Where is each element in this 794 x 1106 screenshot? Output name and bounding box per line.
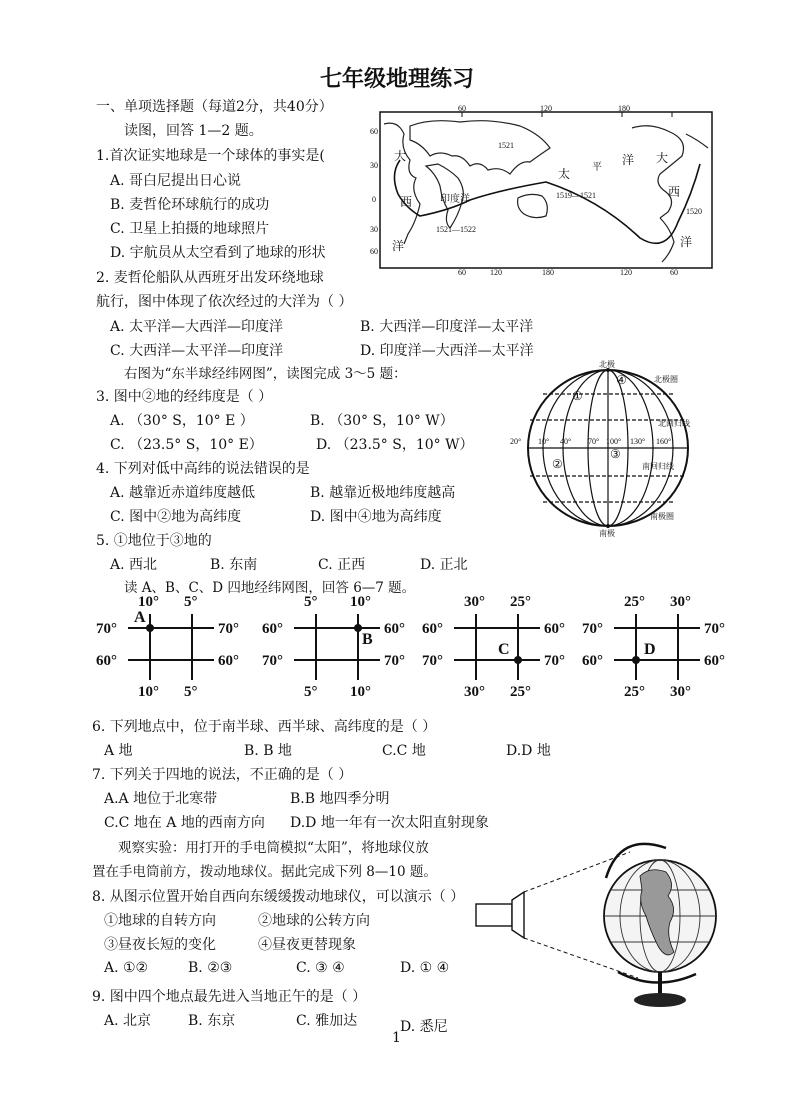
- q6-option-d: D.D 地: [506, 743, 551, 759]
- svg-text:120: 120: [540, 104, 552, 113]
- q3-option-d: D. （23.5° S，10° W）: [316, 437, 474, 453]
- q7-option-d: D.D 地一年有一次太阳直射现象: [290, 815, 489, 831]
- lon-label: 130°: [630, 437, 646, 446]
- q2-option-b: B. 大西洋—印度洋—太平洋: [360, 319, 534, 335]
- grid-top-label: 30°: [464, 594, 485, 610]
- svg-text:印度洋: 印度洋: [440, 194, 470, 205]
- grid-top-label: 30°: [670, 594, 691, 610]
- south-pole-label: 南极: [599, 529, 615, 538]
- q3-option-c: C. （23.5° S，10° E）: [110, 437, 263, 453]
- q8-option-d: D. ① ④: [400, 960, 450, 976]
- grid-bottom-label: 10°: [350, 684, 371, 700]
- grid-point-label: B: [362, 631, 373, 648]
- tropic-n-label: 北回归线: [658, 419, 690, 428]
- svg-text:1521—1522: 1521—1522: [436, 225, 476, 234]
- grid-top-label: 5°: [304, 594, 318, 610]
- svg-text:180: 180: [542, 268, 554, 276]
- svg-text:大: 大: [394, 149, 407, 163]
- grid-point-marker: [354, 624, 362, 632]
- eastern-hemisphere-graticule: [508, 358, 698, 538]
- svg-text:0: 0: [372, 195, 376, 204]
- lon-label: 40°: [560, 437, 572, 446]
- q7-option-a: A.A 地位于北寒带: [104, 791, 218, 807]
- q2-option-d: D. 印度洋—大西洋—太平洋: [360, 343, 534, 359]
- q4-option-c: C. 图中②地为高纬度: [110, 509, 242, 525]
- q8-stem: 8. 从图示位置开始自西向东缓缓拨动地球仪，可以演示（ ）: [92, 889, 465, 905]
- page-title: 七年级地理练习: [319, 67, 474, 92]
- svg-text:1520: 1520: [686, 207, 702, 216]
- intro-q6-7: 读 A、B、C、D 四地经纬网图，回答 6—7 题。: [124, 580, 416, 596]
- grid-left-label: 60°: [422, 621, 443, 637]
- svg-text:洋: 洋: [392, 239, 405, 253]
- grid-top-label: 10°: [350, 594, 371, 610]
- point-3: ③: [610, 447, 621, 461]
- q1-option-b: B. 麦哲伦环球航行的成功: [110, 197, 270, 213]
- q8-option-c: C. ③ ④: [296, 960, 345, 976]
- lon-label: 70°: [588, 437, 600, 446]
- grid-bottom-label: 5°: [304, 684, 318, 700]
- tropic-s-label: 南回归线: [642, 462, 674, 471]
- svg-text:60: 60: [670, 268, 678, 276]
- q5-option-c: C. 正西: [318, 557, 366, 573]
- point-2: ②: [552, 457, 563, 471]
- grid-point-label: A: [134, 609, 146, 626]
- svg-text:60: 60: [370, 127, 378, 136]
- arctic-label: 北极圈: [654, 375, 678, 384]
- grid-top-label: 10°: [138, 594, 159, 610]
- q5-stem: 5. ①地位于③地的: [96, 533, 212, 549]
- svg-text:60: 60: [458, 104, 466, 113]
- svg-text:平: 平: [592, 162, 602, 173]
- svg-text:1519—1521: 1519—1521: [556, 191, 596, 200]
- q4-option-a: A. 越靠近赤道纬度越低: [110, 485, 256, 501]
- grid-right-label: 60°: [704, 653, 725, 669]
- q8-item-3: ③昼夜长短的变化: [104, 937, 216, 953]
- intro-q3-5: 右图为“东半球经纬网图”，读图完成 3～5 题：: [124, 366, 407, 382]
- svg-text:120: 120: [490, 268, 502, 276]
- grid-top-label: 25°: [624, 594, 645, 610]
- q6-stem: 6. 下列地点中，位于南半球、西半球、高纬度的是（ ）: [92, 719, 437, 735]
- flashlight-globe-illustration: [470, 826, 730, 1012]
- q8-option-b: B. ②③: [188, 960, 233, 976]
- q4-stem: 4. 下列对低中高纬的说法错误的是: [96, 461, 310, 477]
- grid-right-label: 70°: [544, 653, 565, 669]
- q9-stem: 9. 图中四个地点最先进入当地正午的是（ ）: [92, 989, 367, 1005]
- q5-option-d: D. 正北: [420, 557, 468, 573]
- page-number: 1: [392, 1030, 401, 1046]
- grid-point-label: D: [644, 641, 656, 658]
- q9-option-a: A. 北京: [104, 1013, 152, 1029]
- q3-stem: 3. 图中②地的经纬度是（ ）: [96, 389, 273, 405]
- q7-stem: 7. 下列关于四地的说法，不正确的是（ ）: [92, 767, 353, 783]
- intro-q8-10-line2: 置在手电筒前方，拨动地球仪。据此完成下列 8—10 题。: [92, 864, 437, 880]
- q2-stem-2: 航行，图中体现了依次经过的大洋为（ ）: [96, 294, 353, 310]
- grid-left-label: 70°: [582, 621, 603, 637]
- svg-text:西: 西: [400, 195, 413, 209]
- q9-option-c: C. 雅加达: [296, 1013, 358, 1029]
- grid-left-label: 70°: [262, 653, 283, 669]
- q8-option-a: A. ①②: [104, 960, 149, 976]
- q5-option-a: A. 西北: [110, 557, 158, 573]
- grid-right-label: 70°: [218, 621, 239, 637]
- q4-option-d: D. 图中④地为高纬度: [310, 509, 442, 525]
- grid-right-label: 70°: [384, 653, 405, 669]
- intro-q1-2: 读图，回答 1—2 题。: [124, 123, 263, 139]
- q4-option-b: B. 越靠近极地纬度越高: [310, 485, 456, 501]
- lon-label: 160°: [656, 437, 672, 446]
- q2-stem-1: 2. 麦哲伦船队从西班牙出发环绕地球: [96, 270, 324, 286]
- grid-diagram-d: [582, 592, 742, 702]
- svg-text:30: 30: [370, 225, 378, 234]
- grid-right-label: 60°: [384, 621, 405, 637]
- grid-left-label: 60°: [582, 653, 603, 669]
- q8-item-1: ①地球的自转方向: [104, 913, 216, 929]
- q1-option-a: A. 哥白尼提出日心说: [110, 173, 242, 189]
- grid-left-label: 70°: [96, 621, 117, 637]
- q7-option-b: B.B 地四季分明: [290, 791, 390, 807]
- grid-bottom-label: 25°: [510, 684, 531, 700]
- grid-bottom-label: 30°: [464, 684, 485, 700]
- grid-point-marker: [514, 656, 522, 664]
- svg-text:大: 大: [656, 151, 669, 165]
- grid-right-label: 60°: [218, 653, 239, 669]
- grid-bottom-label: 10°: [138, 684, 159, 700]
- grid-point-marker: [146, 624, 154, 632]
- grid-diagram-b: [262, 592, 422, 702]
- grid-bottom-label: 30°: [670, 684, 691, 700]
- antarctic-label: 南极圈: [650, 512, 674, 521]
- lon-label: 20°: [510, 437, 522, 446]
- north-pole-label: 北极: [599, 360, 615, 369]
- grid-right-label: 60°: [544, 621, 565, 637]
- q9-option-d: D. 悉尼: [400, 1019, 448, 1035]
- grid-top-label: 5°: [184, 594, 198, 610]
- intro-q8-10-line1: 观察实验：用打开的手电筒模拟“太阳”，将地球仪放: [118, 840, 429, 856]
- q8-item-4: ④昼夜更替现象: [258, 937, 356, 953]
- q7-option-c: C.C 地在 A 地的西南方向: [104, 815, 265, 831]
- grid-bottom-label: 5°: [184, 684, 198, 700]
- grid-left-label: 60°: [262, 621, 283, 637]
- grid-left-label: 60°: [96, 653, 117, 669]
- grid-right-label: 70°: [704, 621, 725, 637]
- section-heading: 一、单项选择题（每道2分，共40分）: [96, 99, 333, 115]
- q9-option-b: B. 东京: [188, 1013, 236, 1029]
- q8-item-2: ②地球的公转方向: [258, 913, 370, 929]
- svg-text:1521: 1521: [498, 141, 514, 150]
- svg-text:60: 60: [370, 247, 378, 256]
- q6-option-a: A 地: [104, 743, 133, 759]
- svg-text:120: 120: [620, 268, 632, 276]
- q2-option-c: C. 大西洋—太平洋—印度洋: [110, 343, 284, 359]
- grid-point-marker: [632, 656, 640, 664]
- q1-stem: 1.首次证实地球是一个球体的事实是(: [96, 148, 325, 164]
- q5-option-b: B. 东南: [210, 557, 258, 573]
- q6-option-c: C.C 地: [382, 743, 426, 759]
- q3-option-a: A. （30° S，10° E ）: [110, 413, 254, 429]
- point-1: ①: [572, 389, 583, 403]
- grid-point-label: C: [498, 641, 510, 658]
- q6-option-b: B. B 地: [244, 743, 292, 759]
- lon-label: 10°: [538, 437, 550, 446]
- svg-text:洋: 洋: [680, 235, 693, 249]
- q1-option-c: C. 卫星上拍摄的地球照片: [110, 221, 270, 237]
- svg-text:60: 60: [458, 268, 466, 276]
- svg-text:30: 30: [370, 161, 378, 170]
- svg-text:180: 180: [618, 104, 630, 113]
- q3-option-b: B. （30° S，10° W）: [310, 413, 454, 429]
- grid-top-label: 25°: [510, 594, 531, 610]
- lon-label: 100°: [606, 437, 622, 446]
- grid-diagram-c: [422, 592, 582, 702]
- grid-left-label: 70°: [422, 653, 443, 669]
- q1-option-d: D. 宇航员从太空看到了地球的形状: [110, 245, 326, 261]
- magellan-route-map: [370, 104, 720, 276]
- grid-bottom-label: 25°: [624, 684, 645, 700]
- point-4: ④: [616, 373, 627, 387]
- q2-option-a: A. 太平洋—大西洋—印度洋: [110, 319, 284, 335]
- grid-diagram-a: [96, 592, 256, 702]
- svg-text:太: 太: [558, 167, 571, 181]
- svg-text:洋: 洋: [622, 153, 635, 167]
- flashlight-icon: [476, 904, 512, 926]
- svg-text:西: 西: [668, 185, 681, 199]
